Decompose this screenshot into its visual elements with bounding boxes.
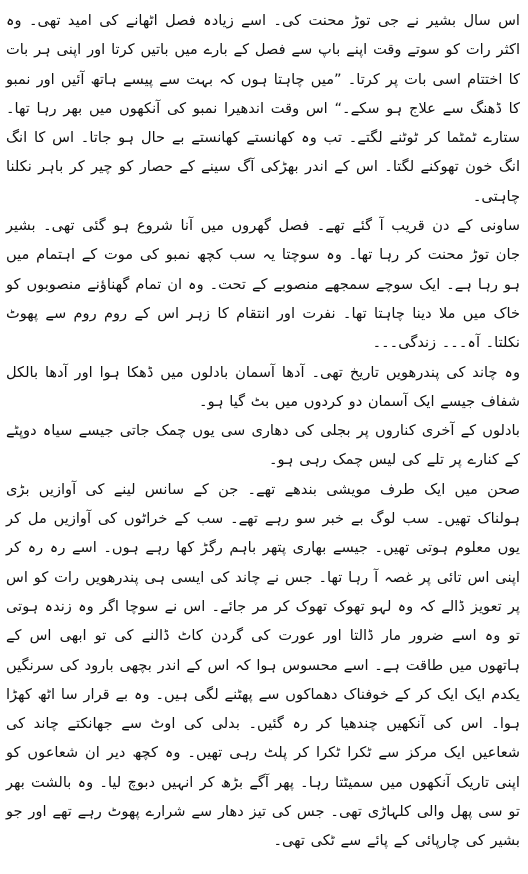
paragraph-3: وہ چاند کی پندرھویں تاریخ تھی۔ آدھا آسمان بادلوں میں ڈھکا ہوا اور آدھا بالکل شفاف جیسے ایک آسمان دو کردوں میں بٹ گیا ہو۔ [6, 363, 520, 410]
paragraph-2: ساونی کے دن قریب آ گئے تھے۔ فصل گھروں میں آنا شروع ہو گئی تھی۔ بشیر جان توڑ محنت کر رہا تھا۔ وہ سوچتا یہ سب کچھ نمبو کی موت کے اہتمام میں ہو رہا ہے۔ ایک سوچے سمجھے منصوبے کے تحت۔ وہ ان تمام گھناؤنے منصوبوں کو خاک میں ملا دینا چاہتا تھا۔ نفرت اور انتقام کا زہر اس کے روم روم سے پھوٹ نکلتا۔ آہ۔۔۔ زندگی۔۔۔ [6, 217, 520, 352]
paragraph-1: اس سال بشیر نے جی توڑ محنت کی۔ اسے زیادہ فصل اٹھانے کی امید تھی۔ وہ اکثر رات کو سوتے وقت اپنے باپ سے فصل کے بارے میں باتیں کرتا اور اپنی ہر بات کا اختتام اسی بات پر کرتا۔ ”میں چاہتا ہوں کہ بہت سے پیسے ہاتھ آئیں اور نمبو کا ڈھنگ سے علاج ہو سکے۔“ اس وقت اندھیرا نمبو کی آنکھوں میں بھر رہا تھا۔ ستارے ٹمٹما کر ٹوٹنے لگتے۔ تب وہ کھانستے کھانستے بے حال ہو جاتا۔ اس کا انگ انگ خون تھوکنے لگتا۔ اس کے اندر بھڑکی آگ سینے کے حصار کو چیر کر باہر نکلنا چاہتی۔ [6, 12, 520, 205]
paragraph-4: بادلوں کے آخری کناروں پر بجلی کی دھاری سی یوں چمک جاتی جیسے سیاہ دوپٹے کے کنارے پر تلے کی لیس چمک رہی ہو۔ [6, 422, 520, 469]
paragraph-5: صحن میں ایک طرف مویشی بندھے تھے۔ جن کے سانس لینے کی آوازیں بڑی ہولناک تھیں۔ سب لوگ بے خبر سو رہے تھے۔ سب کے خراٹوں کی آوازیں مل کر یوں معلوم ہوتی تھیں۔ جیسے بھاری پتھر باہم رگڑ کھا رہے ہوں۔ اسے رہ رہ کر اپنی اس تائی پر غصہ آ رہا تھا۔ جس نے چاند کی ایسی ہی پندرھویں رات کو اس پر تعویز ڈالے کہ وہ لہو تھوک تھوک کر مر جائے۔ اس نے سوچا اگر وہ زندہ ہوتی تو وہ اسے ضرور مار ڈالتا اور عورت کی گردن کاٹ ڈالنے کی تو ابھی اس کے ہاتھوں میں طاقت ہے۔ اسے محسوس ہوا کہ اس کے اندر بچھی بارود کی سرنگیں یکدم ایک ایک کر کے خوفناک دھماکوں سے پھٹنے لگی ہیں۔ وہ بے قرار سا اٹھ کھڑا ہوا۔ اس کی آنکھیں چندھیا کر رہ گئیں۔ بدلی کی اوٹ سے جھانکتے چاند کی شعاعیں ایک مرکز سے ٹکرا ٹکرا کر پلٹ رہی تھیں۔ وہ کچھ دیر ان شعاعوں کو اپنی تاریک آنکھوں میں سمیٹتا رہا۔ پھر آگے بڑھ کر انہیں دبوچ لیا۔ وہ بالشت بھر تو سی پھل والی کلہاڑی تھی۔ جس کی تیز دھار سے شرارے پھوٹ رہے تھے اور جو بشیر کی چارپائی کے پائے سے ٹکی تھی۔ [6, 480, 520, 850]
